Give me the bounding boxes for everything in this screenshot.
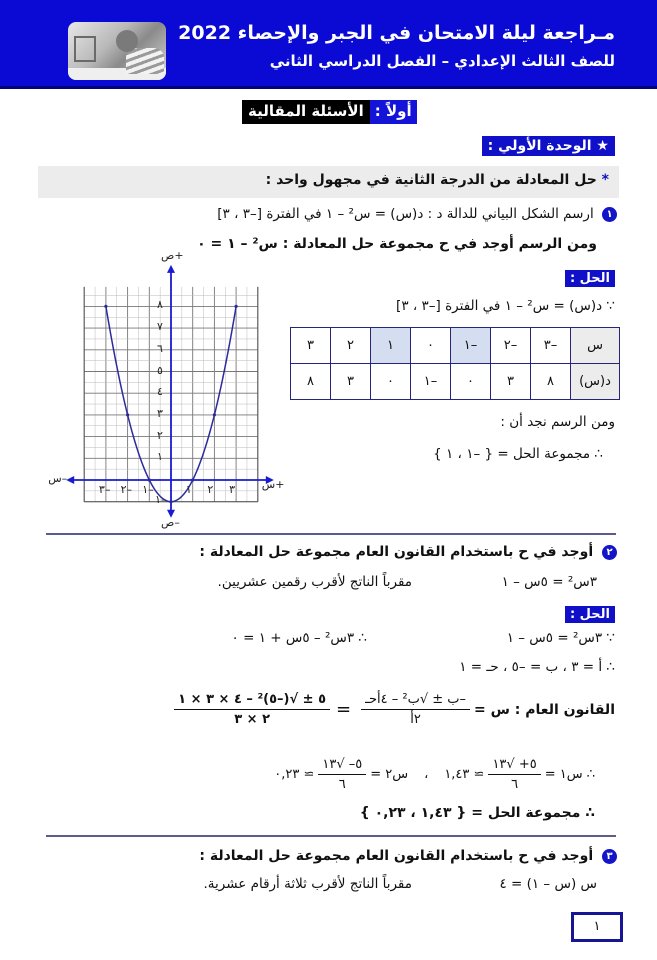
q3-number-badge: ٣: [602, 849, 617, 864]
x2-fraction: $\frac{٥- √١٣}{٦}$: [318, 757, 366, 792]
section-prefix: أولاً :: [370, 100, 417, 124]
x-tick-label: ٢–: [120, 483, 133, 496]
table-cell-highlight: –١: [451, 328, 491, 364]
table-cell: ٠: [411, 328, 451, 364]
header-title: مـراجعة ليلة الامتحان في الجبر والإحصاء 2022: [178, 22, 615, 44]
q1-line1: [217, 206, 617, 222]
y-tick-label: ٢: [157, 428, 163, 442]
q3-instruction: مقرباً الناتج لأقرب ثلاثة أرقام عشرية.: [203, 876, 412, 892]
table-cell: –٢: [491, 328, 531, 364]
q3-line1: [199, 848, 617, 864]
substituted-fraction: $\frac{\text{٥ ± √(–٥)² – ٤ × ٣ × ١}}{٢ \times ٣}$: [174, 692, 330, 727]
y-tick-label: ٤: [157, 385, 163, 399]
table-cell: ٣: [331, 364, 371, 400]
section-badge: [242, 100, 417, 124]
y-tick-label: ١: [157, 450, 163, 464]
q2-instruction: مقرباً الناتج لأقرب رقمين عشريين.: [217, 574, 412, 590]
unit-badge: ★ الوحدة الأولي :: [482, 136, 615, 156]
topic-title: حل المعادلة من الدرجة الثانية في مجهول واحد :: [265, 172, 597, 188]
y-axis-negative-label: ص–: [161, 515, 180, 529]
y-tick-label: ٧: [157, 320, 163, 334]
q2-answer: ∴ مجموعة الحل = { ١,٤٣ ، ٠,٢٣ }: [359, 805, 595, 821]
y-axis-positive-label: ص+: [161, 248, 184, 262]
x-tick-label: ٢: [207, 483, 214, 496]
q1-values-table: [290, 327, 620, 400]
header-banner: [0, 0, 657, 89]
q1-number-badge: ١: [602, 207, 617, 222]
topic-star-icon: *: [601, 172, 609, 188]
q2-roots: ∴ س١ = $\frac{٥+ √١٣}{٦}$ ≃ ١,٤٣ ، س٢ = $\frac{٥- √١٣}{٦}$ ≃ ٠,٢٣: [274, 757, 595, 792]
q1-answer: ∴ مجموعة الحل = { –١ ، ١ }: [433, 446, 603, 462]
q1-solution-label: الحل :: [565, 270, 615, 287]
table-cell: ٣: [291, 328, 331, 364]
q3-equation: س (س – ١) = ٤: [499, 876, 597, 892]
q1-from-graph: ومن الرسم نجد أن :: [500, 414, 615, 430]
x-axis-negative-label: س–: [48, 472, 68, 485]
q2-coefficients: ∴ أ = ٣ ، ب = –٥ ، حـ = ١: [459, 659, 615, 675]
q1-given: ∵ د(س) = س² – ١ في الفترة [–٣ ، ٣]: [396, 298, 615, 314]
table-header-x: س: [571, 328, 620, 364]
topic-heading: [266, 172, 609, 188]
q3-prompt: أوجد في ح باستخدام القانون العام مجموعة حل المعادلة :: [199, 848, 594, 864]
q2-solution-label: الحل :: [565, 606, 615, 623]
x-tick-label: ٣–: [98, 483, 111, 496]
y-tick-label: ٦: [157, 341, 163, 355]
q2-line1: [199, 544, 617, 560]
q2-step1-right: ∴ ٣س² – ٥س + ١ = ٠: [231, 630, 367, 646]
y-tick-label: ١–: [155, 492, 167, 506]
q2-equation: ٣س² = ٥س – ١: [501, 574, 597, 590]
page-number: ١: [571, 912, 623, 942]
x-tick-label: ٣: [229, 483, 236, 496]
x1-value: ≃ ١,٤٣: [444, 767, 485, 782]
header-photo: [68, 22, 166, 80]
table-header-y: د(س): [571, 364, 620, 400]
x2-value: ≃ ٠,٢٣: [274, 767, 315, 782]
table-cell: ٣: [491, 364, 531, 400]
table-row-x: [291, 328, 620, 364]
q2-step1-left: ∵ ٣س² = ٥س – ١: [506, 630, 615, 646]
graph-labels: [40, 248, 285, 530]
table-cell: ٠: [371, 364, 411, 400]
table-cell: –٣: [531, 328, 571, 364]
table-row-y: [291, 364, 620, 400]
q1-prompt: ارسم الشكل البياني للدالة د : د(س) = س² – ١ في الفترة [–٣ ، ٣]: [217, 206, 594, 222]
q1-line2: ومن الرسم أوجد في ح مجموعة حل المعادلة : س² – ١ = ٠: [197, 236, 597, 252]
table-cell: –١: [411, 364, 451, 400]
section-title: الأسئلة المقالية: [242, 100, 370, 124]
divider: [46, 533, 616, 535]
y-tick-label: ٥: [157, 363, 163, 377]
y-tick-label: ٣: [157, 406, 163, 420]
x-tick-label: ١–: [142, 483, 154, 496]
q2-number-badge: ٢: [602, 545, 617, 560]
y-tick-label: ٨: [157, 298, 163, 312]
x1-fraction: $\frac{٥+ √١٣}{٦}$: [488, 757, 540, 792]
general-formula-fraction: $\frac{\text{–ب ± √ب² – ٤أحـ}}{\text{٢أ}}$: [361, 692, 470, 727]
table-cell-highlight: ١: [371, 328, 411, 364]
table-cell: ٨: [291, 364, 331, 400]
q2-prompt: أوجد في ح باستخدام القانون العام مجموعة حل المعادلة :: [199, 544, 594, 560]
table-cell: ٠: [451, 364, 491, 400]
q2-formula: القانون العام : س = $\frac{\text{–ب ± √ب² – ٤أحـ}}{\text{٢أ}}$ = $\frac{\text{٥ ± √(–٥)² – ٤ × ٣ × ١}}{٢ \times ٣}$: [174, 692, 615, 727]
table-cell: ٨: [531, 364, 571, 400]
divider: [46, 835, 616, 837]
x-axis-positive-label: س+: [261, 478, 285, 491]
formula-label: القانون العام : س =: [474, 701, 615, 718]
table-cell: ٢: [331, 328, 371, 364]
header-subtitle: للصف الثالث الإعدادي – الفصل الدراسي الثاني: [269, 52, 615, 70]
x-tick-label: ١: [185, 483, 192, 496]
